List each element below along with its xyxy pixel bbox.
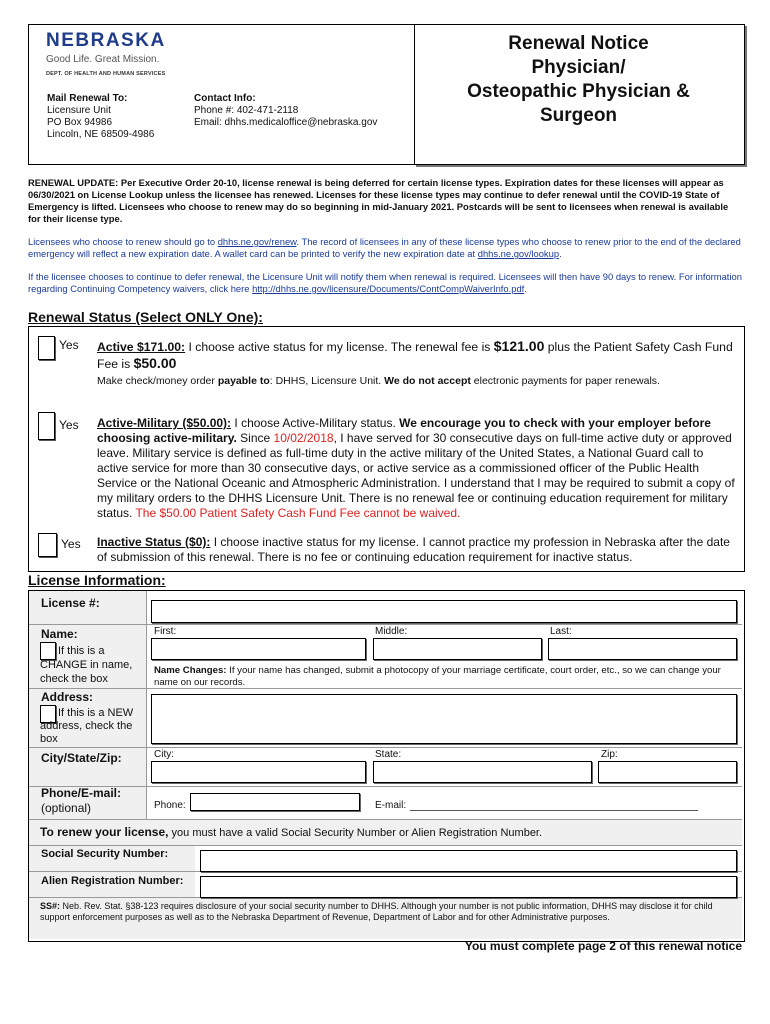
title-line-4: Surgeon: [539, 105, 618, 126]
pay-text-e: electronic payments for paper renewals.: [470, 375, 660, 387]
ss-disclosure-note: [40, 901, 735, 923]
new-address-text: If this is a NEW address, check the box: [40, 707, 134, 745]
page-2-notice: You must complete page 2 of this renewal notice: [464, 939, 742, 953]
renew-info-text-c: .: [559, 248, 562, 259]
state-label: State:: [375, 749, 402, 760]
active-status-desc-2: plus the Patient Safety Cash Fund Fee is: [97, 340, 733, 371]
renew-requirement-text: you must have a valid Social Security Number or Alien Registration Number.: [168, 827, 543, 839]
row-line-phone: [29, 819, 742, 820]
title-line-1: Renewal Notice: [508, 33, 649, 54]
defer-info-end: .: [524, 283, 527, 294]
phone-label: Phone:: [154, 800, 186, 811]
active-cash-fund-fee: $50.00: [133, 355, 177, 371]
name-changes-text: If your name has changed, submit a photocopy of your marriage certificate, court order, etc., so we can change your name on our records.: [154, 665, 721, 688]
state-input[interactable]: [373, 761, 592, 783]
first-name-input[interactable]: [151, 638, 366, 660]
active-yes-label: Yes: [59, 338, 79, 352]
renew-info-text-b: . The record of licensees in any of these license types who choose to renew prior to the end of the declared emergency will reflect a new expiration date. A wallet card can be printed to verify the new expiration date at: [28, 236, 741, 259]
active-status-desc: I choose active status for my license. The renewal fee is: [185, 340, 494, 354]
renewal-update-notice: RENEWAL UPDATE: Per Executive Order 20-10, license renewal is being deferred for certain license types. Expiration dates for these licenses will appear as 06/30/2021 on License Lookup unless the licensee has renewed. Licenses for these license types may continue to defer renewal until the COVID-19 State of Emergency is lifted. Licensees who choose to renew may do so beginning in mid-January 2021. Postcards will be sent to licensees when renewal is available for their license type.: [28, 177, 729, 224]
military-date: 10/02/2018: [273, 431, 334, 445]
last-name-input[interactable]: [548, 638, 737, 660]
zip-input[interactable]: [598, 761, 737, 783]
optional-label: (optional): [41, 801, 92, 815]
title-line-3: Osteopathic Physician &: [467, 81, 690, 102]
renew-info-text-a: Licensees who choose to renew should go to: [28, 236, 218, 247]
license-number-input[interactable]: [151, 600, 737, 623]
city-state-zip-label: City/State/Zip:: [41, 751, 122, 765]
row-line-renew: [29, 845, 742, 846]
middle-name-label: Middle:: [375, 626, 408, 637]
mail-line-1: Licensure Unit: [47, 105, 111, 116]
address-input[interactable]: [151, 694, 737, 744]
defer-info-text: If the licensee chooses to continue to defer renewal, the Licensure Unit will notify them when renewal is required. Licensees will then have 90 days to renew. For information regarding Continuing Competency waivers, click here: [28, 271, 742, 294]
address-label: Address:: [41, 690, 94, 704]
pay-text-a: Make check/money order: [97, 375, 218, 387]
military-yes-label: Yes: [59, 418, 79, 432]
lookup-link[interactable]: dhhs.ne.gov/lookup: [477, 248, 560, 259]
inactive-status-desc: I choose inactive status for my license. I cannot practice my profession in Nebraska after the date of submission of this renewal. There is no fee or continuing education requirement for inactive status.: [97, 535, 730, 564]
military-fee-warning: The $50.00 Patient Safety Cash Fund Fee cannot be waived.: [135, 506, 461, 520]
name-changes-note: [154, 665, 734, 689]
renewal-status-heading: Renewal Status (Select ONLY One):: [28, 309, 263, 325]
waiver-link[interactable]: http://dhhs.ne.gov/licensure/Documents/ContCompWaiverInfo.pdf: [252, 283, 525, 294]
name-change-hint: [40, 644, 144, 686]
payment-instructions: [97, 375, 717, 388]
name-change-text: If this is a CHANGE in name, check the box: [40, 645, 133, 685]
military-desc-1: I choose Active-Military status.: [231, 416, 400, 430]
military-status-text: [97, 416, 737, 521]
name-changes-label: Name Changes:: [154, 665, 227, 676]
logo-department: DEPT. OF HEALTH AND HUMAN SERVICES: [46, 71, 166, 77]
inactive-status-text: [97, 535, 737, 565]
mail-line-2: PO Box 94986: [47, 117, 113, 128]
inactive-status-title: Inactive Status ($0):: [97, 535, 211, 549]
military-desc-2: Since: [236, 431, 274, 445]
arn-label: Alien Registration Number:: [41, 875, 184, 887]
new-address-hint: [40, 707, 144, 746]
renew-requirement-bold: To renew your license,: [40, 825, 169, 839]
ssn-label: Social Security Number:: [41, 848, 169, 860]
active-status-text: [97, 338, 737, 372]
arn-input[interactable]: [200, 876, 737, 898]
active-status-checkbox[interactable]: [38, 336, 55, 360]
military-encourage: We encourage you to check with your employer before choosing active-military.: [97, 416, 711, 445]
active-renewal-fee: $121.00: [493, 338, 545, 354]
zip-label: Zip:: [601, 749, 618, 760]
active-status-title: Active $171.00:: [97, 340, 186, 354]
inactive-yes-label: Yes: [61, 537, 81, 551]
contact-info-block: [194, 93, 377, 129]
first-name-label: First:: [154, 626, 177, 637]
mail-renewal-label: Mail Renewal To:: [47, 93, 128, 104]
ss-note-label: SS#:: [40, 901, 61, 911]
label-column-divider: [146, 591, 147, 819]
contact-phone: Phone #: 402-471-2118: [194, 105, 299, 116]
pay-text-c: : DHHS, Licensure Unit.: [269, 375, 385, 387]
email-label: E-mail:: [375, 800, 407, 811]
renew-link[interactable]: dhhs.ne.gov/renew: [217, 236, 297, 247]
city-label: City:: [154, 749, 174, 760]
last-name-label: Last:: [550, 626, 572, 637]
license-info-heading: License Information:: [28, 572, 166, 588]
page-title: [414, 32, 743, 128]
row-line-address: [29, 747, 742, 748]
defer-info-paragraph: [28, 271, 743, 295]
phone-email-label: Phone/E-mail:: [41, 786, 122, 800]
contact-label: Contact Info:: [194, 93, 256, 104]
military-desc-3: , I have served for 30 consecutive days on full-time active duty or approved leave. Military service is defined as full-time duty in the active military of the United States, a National Guard call to active service for more than 30 consecutive days, or active service as a commissioned officer of the Public Health Service or the National Oceanic and Atmospheric Administration. I understand that I may be required to submit a copy of my military orders to the DHHS Licensure Unit. There is no renewal fee or continuing education requirement for military status.: [97, 431, 735, 520]
ssn-input[interactable]: [200, 850, 737, 872]
mail-line-3: Lincoln, NE 68509-4986: [47, 129, 155, 140]
pay-text-b: payable to: [217, 375, 270, 387]
mail-renewal-block: [47, 93, 154, 141]
active-military-checkbox[interactable]: [38, 412, 55, 440]
logo-tagline: Good Life. Great Mission.: [46, 54, 160, 65]
middle-name-input[interactable]: [373, 638, 542, 660]
inactive-status-checkbox[interactable]: [38, 533, 57, 557]
license-number-label: License #:: [41, 596, 100, 610]
logo-wordmark: NEBRASKA: [46, 30, 166, 51]
email-input[interactable]: [410, 806, 698, 811]
title-line-2: Physician/: [531, 57, 626, 78]
contact-email: Email: dhhs.medicaloffice@nebraska.gov: [194, 117, 378, 128]
renew-info-paragraph: [28, 236, 743, 260]
city-input[interactable]: [151, 761, 366, 783]
name-label: Name:: [41, 627, 78, 641]
row-line-csz: [29, 786, 742, 787]
phone-input[interactable]: [190, 793, 360, 811]
ss-note-text: Neb. Rev. Stat. §38-123 requires disclosure of your social security number to DHHS. Although your number is not public information, DHHS may disclose it for child support enforcement purposes as well as to the Nebraska Department of Revenue, Department of Labor and for other Administrative purposes.: [40, 901, 713, 922]
pay-text-d: We do not accept: [384, 375, 471, 387]
military-status-title: Active-Military ($50.00):: [97, 416, 232, 430]
renew-requirement: [40, 825, 542, 839]
logo: [46, 30, 176, 77]
row-line-license: [29, 624, 742, 625]
